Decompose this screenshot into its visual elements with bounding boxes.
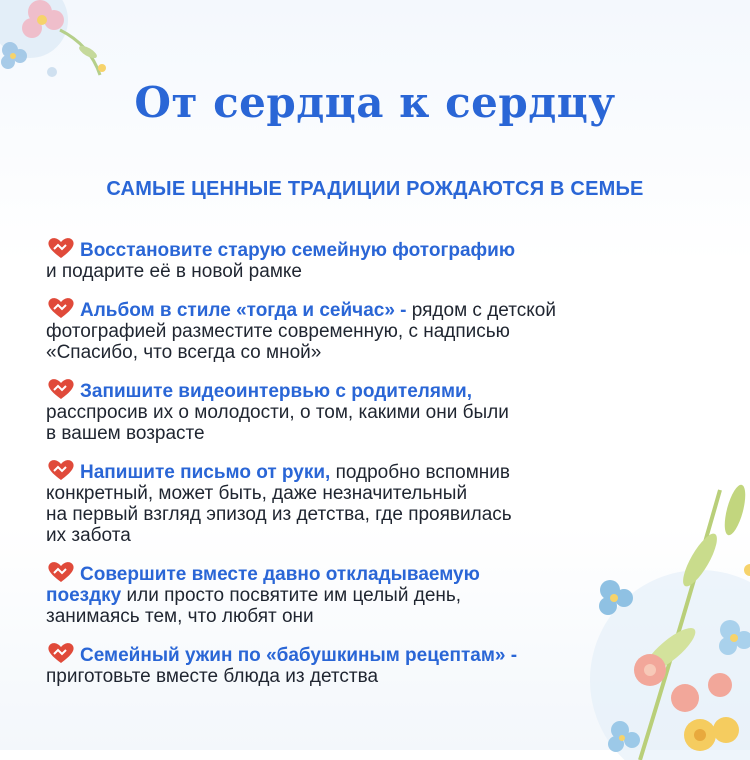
heart-icon <box>46 560 76 584</box>
item-first-line <box>46 560 696 585</box>
page-subtitle: САМЫЕ ЦЕННЫЕ ТРАДИЦИИ РОЖДАЮТСЯ В СЕМЬЕ <box>106 178 644 200</box>
item-first-line <box>46 296 696 321</box>
item-heading: Запишите видеоинтервью с родителями, <box>80 381 472 402</box>
item-line: на первый взгляд эпизод из детства, где проявилась <box>46 504 512 525</box>
item-text: подробно вспомнив <box>330 462 510 483</box>
item-first-line <box>46 236 696 261</box>
item-line: в вашем возрасте <box>46 423 205 444</box>
list-item <box>46 458 696 546</box>
item-heading: Напишите письмо от руки, <box>80 462 331 483</box>
heart-icon <box>46 236 76 260</box>
heart-icon <box>46 458 76 482</box>
item-first-line <box>46 458 696 483</box>
item-line: фотографией разместите современную, с надписью <box>46 321 510 342</box>
item-heading: Альбом в стиле «тогда и сейчас» - <box>80 300 407 321</box>
heart-icon <box>46 377 76 401</box>
item-first-line <box>46 641 696 666</box>
list-item <box>46 641 696 687</box>
list-item <box>46 377 696 444</box>
item-heading: поездку <box>46 585 122 606</box>
item-heading: Семейный ужин по «бабушкиным рецептам» - <box>80 645 518 666</box>
heart-icon <box>46 296 76 320</box>
item-heading: Совершите вместе давно откладываемую <box>80 564 480 585</box>
page-title: От сердца к сердцу <box>134 78 616 127</box>
item-first-line <box>46 377 696 402</box>
item-text: рядом с детской <box>406 300 556 321</box>
item-line: конкретный, может быть, даже незначительный <box>46 483 468 504</box>
item-line: «Спасибо, что всегда со мной» <box>46 342 322 363</box>
list-item <box>46 560 696 627</box>
heart-icon <box>46 641 76 665</box>
item-heading: Восстановите старую семейную фотографию <box>80 240 516 261</box>
item-line: занимаясь тем, что любят они <box>46 606 314 627</box>
item-line: и подарите её в новой рамке <box>46 261 302 282</box>
item-line <box>46 585 696 606</box>
item-line: приготовьте вместе блюда из детства <box>46 666 379 687</box>
item-line: расспросив их о молодости, о том, какими они были <box>46 402 509 423</box>
item-text: или просто посвятите им целый день, <box>121 585 462 606</box>
list-item <box>46 296 696 363</box>
tips-list <box>46 236 696 701</box>
list-item <box>46 236 696 282</box>
item-line: их забота <box>46 525 131 546</box>
